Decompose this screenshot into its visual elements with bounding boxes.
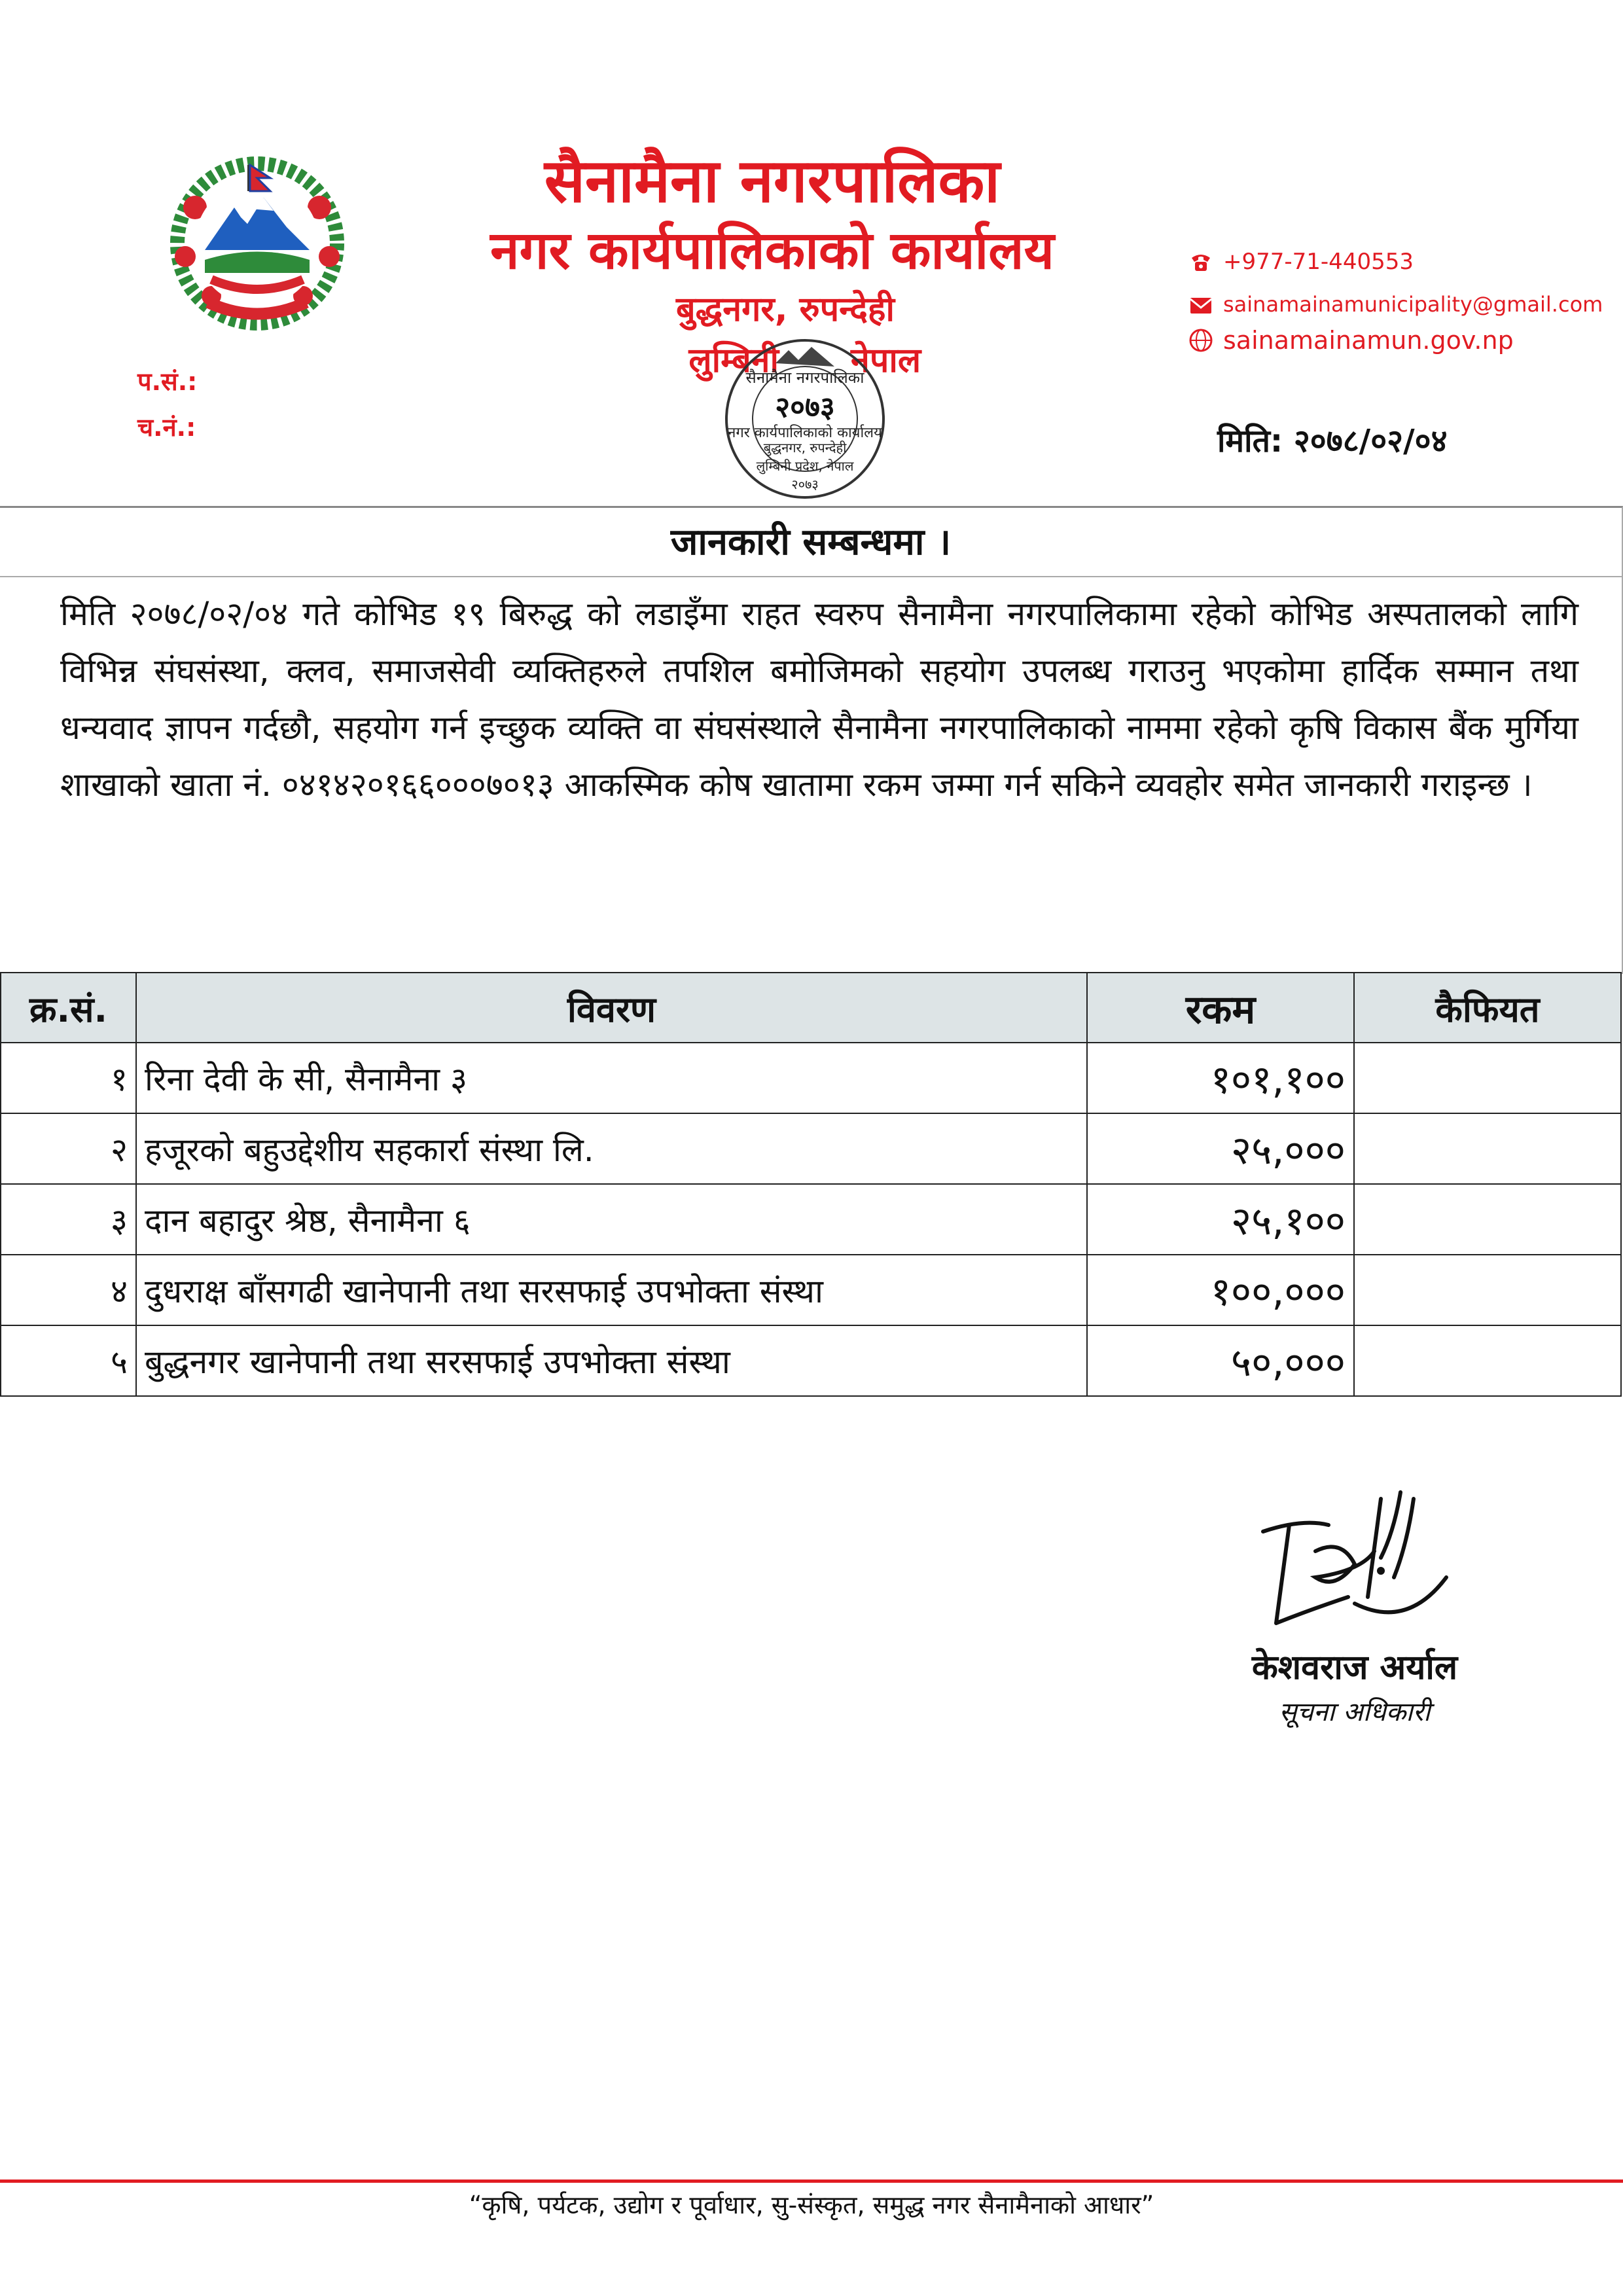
notice-body: मिति २०७८/०२/०४ गते कोभिड १९ बिरुद्ध को लडाइँमा राहत स्वरुप सैनामैना नगरपालिकामा रहेको कोभिड अस्पतालको लागि विभिन्न संघसंस्था, क्लव, समाजसेवी व्यक्तिहरुले तपशिल बमोजिमको सहयोग उपलब्ध गराउनु भएकोमा हार्दिक सम्मान तथा धन्यवाद ज्ञापन गर्दछौ, सहयोग गर्न इच्छुक व्यक्ति वा संघसंस्थाले सैनामैना नगरपालिकाको नाममा रहेको कृषि विकास बैंक मुर्गिया शाखाको खाता नं. ०४१४२०१६६०००७०१३ आकस्मिक कोष खातामा रकम जम्मा गर्न सकिने व्यवहोर समेत जानकारी गराइन्छ । — [60, 595, 1578, 804]
signatory-name: केशवराज अर्याल — [1251, 1648, 1458, 1687]
notice-heading: जानकारी सम्बन्धमा । — [0, 509, 1622, 577]
cell-amount: १०१,१०० — [1087, 1043, 1354, 1113]
stamp-line-4: २०७३ — [791, 476, 819, 492]
office-name: नगर कार्यपालिकाको कार्यालय — [490, 220, 1054, 281]
dispatch-number-label: च.नं.: — [137, 413, 196, 442]
phone-icon — [1188, 249, 1214, 275]
col-serial-header: क्र.सं. — [1, 973, 136, 1043]
email-address: sainamainamunicipality@gmail.com — [1223, 292, 1603, 317]
cell-serial: ४ — [1, 1255, 136, 1325]
col-amount-header: रकम — [1087, 973, 1354, 1043]
cell-description: हजूरको बहुउद्देशीय सहकार्रा संस्था लि. — [136, 1113, 1087, 1184]
table-header-row — [1, 973, 1621, 1043]
cell-amount: २५,१०० — [1087, 1184, 1354, 1255]
table-row — [1, 1043, 1621, 1113]
address-province: लुम्बिनी — [688, 341, 779, 380]
cell-remarks — [1354, 1184, 1621, 1255]
cell-description: बुद्धनगर खानेपानी तथा सरसफाई उपभोक्ता संस्था — [136, 1325, 1087, 1396]
stamp-lines — [713, 439, 897, 493]
cell-description: दान बहादुर श्रेष्ठ, सैनामैना ६ — [136, 1184, 1087, 1255]
col-remarks-header: कैफियत — [1354, 973, 1621, 1043]
contact-phone — [1188, 245, 1414, 278]
stamp-line-2: बुद्धनगर, रुपन्देही — [763, 440, 847, 456]
letter-date: मिति: २०७८/०२/०४ — [1217, 423, 1448, 459]
cell-amount: १००,००० — [1087, 1255, 1354, 1325]
table-row — [1, 1325, 1621, 1396]
stamp-line-1: नगर कार्यपालिकाको कार्यालय — [728, 425, 882, 441]
table-row — [1, 1113, 1621, 1184]
table-row — [1, 1184, 1621, 1255]
email-icon — [1188, 291, 1214, 317]
cell-remarks — [1354, 1255, 1621, 1325]
cell-remarks — [1354, 1113, 1621, 1184]
website-url: sainamainamun.gov.np — [1223, 326, 1514, 355]
signatory-title: सूचना अधिकारी — [1279, 1697, 1431, 1727]
stamp-line-3: लुम्बिनी प्रदेश, नेपाल — [756, 458, 854, 474]
cell-description: रिना देवी के सी, सैनामैना ३ — [136, 1043, 1087, 1113]
globe-icon — [1188, 327, 1214, 353]
stamp-text-top: सैनामैना नगरपालिका — [745, 368, 865, 387]
phone-number: +977-71-440553 — [1223, 249, 1414, 275]
cell-serial: २ — [1, 1113, 136, 1184]
municipality-emblem — [149, 145, 365, 342]
cell-serial: ५ — [1, 1325, 136, 1396]
stamp-year-big: २०७३ — [775, 391, 835, 424]
reference-number-label: प.सं.: — [137, 367, 198, 396]
table-row — [1, 1255, 1621, 1325]
cell-amount: २५,००० — [1087, 1113, 1354, 1184]
address-line-1: बुद्धनगर, रुपन्देही — [676, 290, 895, 329]
col-description-header: विवरण — [136, 973, 1087, 1043]
contact-website — [1188, 324, 1514, 357]
address-country: नेपाल — [851, 341, 921, 380]
cell-remarks — [1354, 1325, 1621, 1396]
cell-remarks — [1354, 1043, 1621, 1113]
municipality-name: सैनामैना नगरपालिका — [544, 146, 1001, 216]
cell-amount: ५०,००० — [1087, 1325, 1354, 1396]
cell-description: दुधराक्ष बाँसगढी खानेपानी तथा सरसफाई उपभोक्ता संस्था — [136, 1255, 1087, 1325]
donation-table — [0, 972, 1622, 1397]
handwritten-signature — [1250, 1473, 1472, 1649]
footer-motto: “कृषि, पर्यटक, उद्योग र पूर्वाधार, सु-संस्कृत, समुद्ध नगर सैनामैनाको आधार” — [469, 2191, 1154, 2219]
cell-serial: ३ — [1, 1184, 136, 1255]
cell-serial: १ — [1, 1043, 136, 1113]
contact-email — [1188, 288, 1603, 321]
footer-divider — [0, 2179, 1623, 2183]
